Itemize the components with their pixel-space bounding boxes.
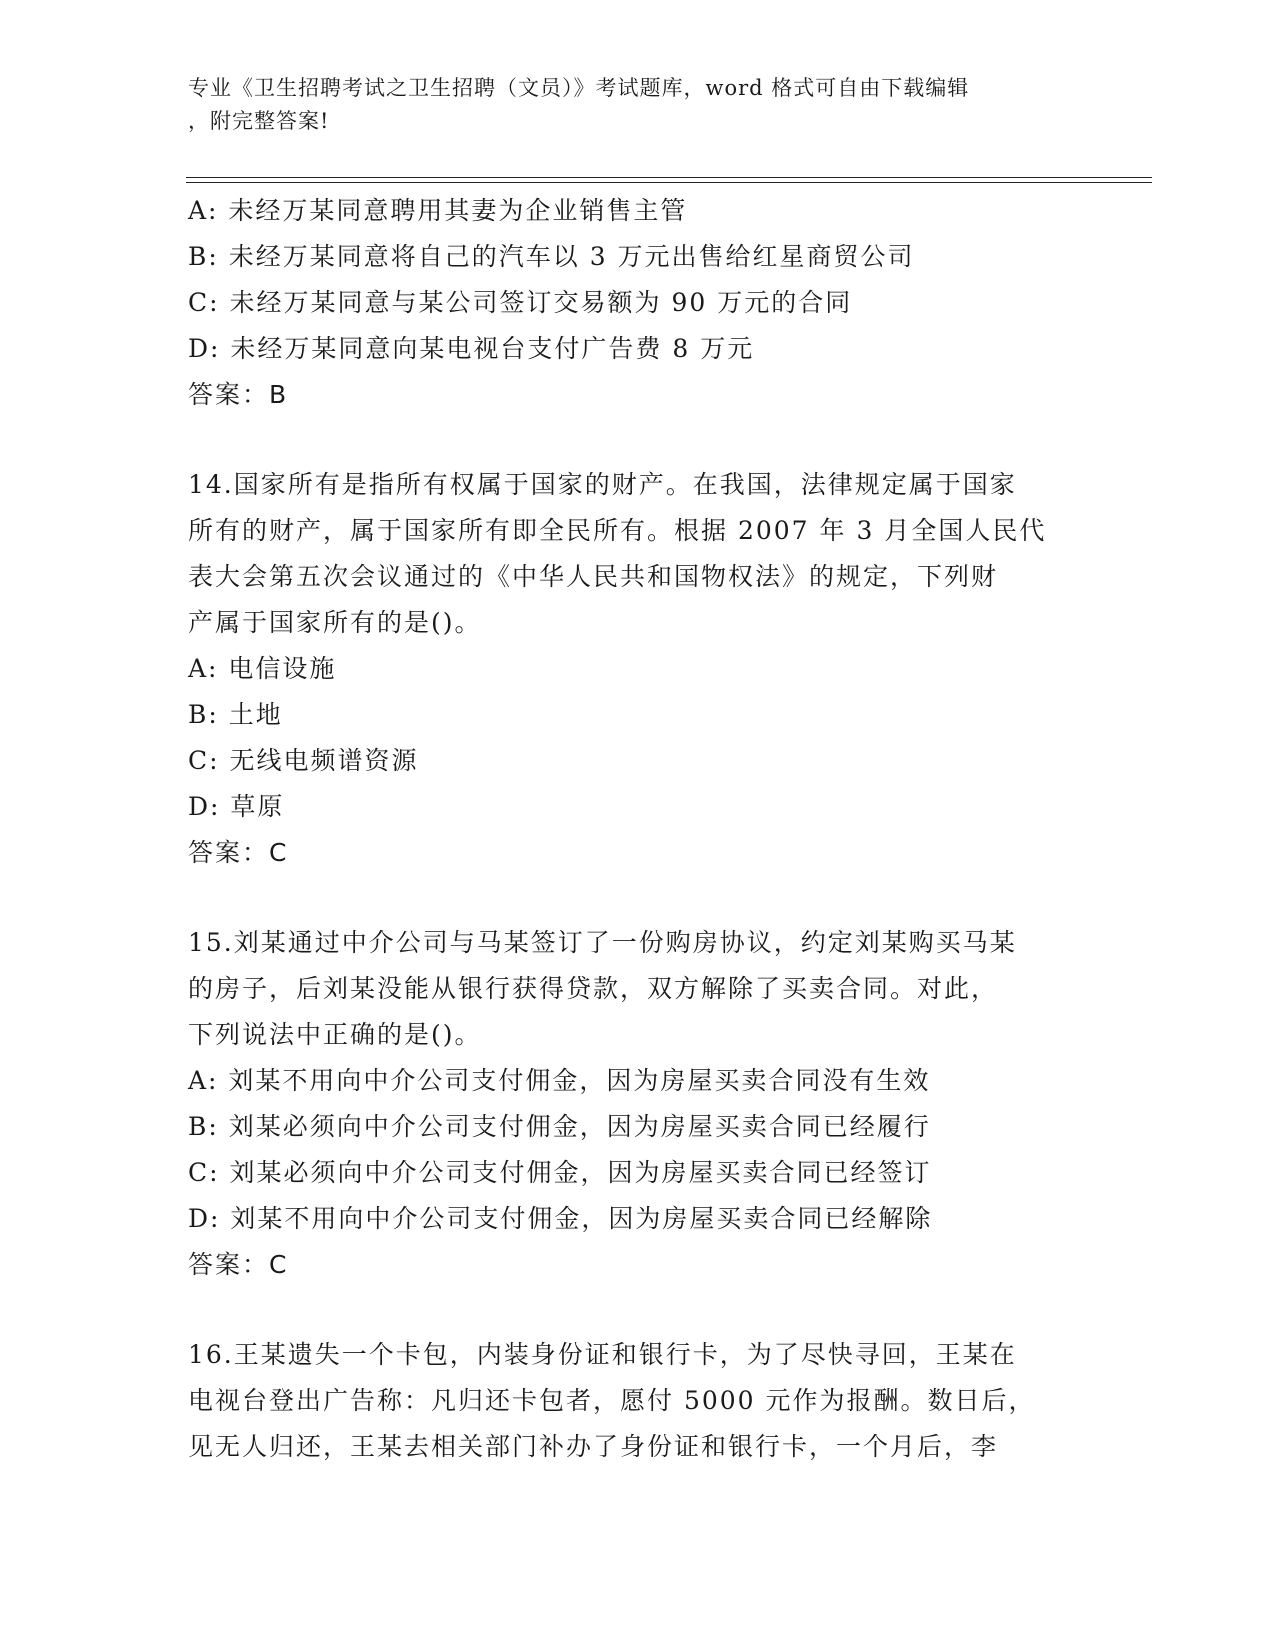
question-text-line: 所有的财产，属于国家所有即全民所有。根据 2007 年 3 月全国人民代 xyxy=(188,516,1047,545)
option-b: B: 未经万某同意将自己的汽车以 3 万元出售给红星商贸公司 xyxy=(188,242,915,271)
question-text-line: 下列说法中正确的是()。 xyxy=(188,1020,482,1049)
spacer xyxy=(188,876,1088,920)
spacer xyxy=(188,1288,1088,1332)
option-c: C: 刘某必须向中介公司支付佣金，因为房屋买卖合同已经签订 xyxy=(188,1158,932,1187)
option-d: D: 未经万某同意向某电视台支付广告费 8 万元 xyxy=(188,334,755,363)
question-text-line: 电视台登出广告称：凡归还卡包者，愿付 5000 元作为报酬。数日后， xyxy=(188,1386,1036,1415)
header-line-2: ，附完整答案! xyxy=(188,109,330,133)
option-d: D: 草原 xyxy=(188,792,285,821)
answer: 答案：C xyxy=(188,838,289,867)
option-b: B: 刘某必须向中介公司支付佣金，因为房屋买卖合同已经履行 xyxy=(188,1112,931,1141)
question-text-line: 产属于国家所有的是()。 xyxy=(188,608,482,637)
question-text-line: 见无人归还，王某去相关部门补办了身份证和银行卡，一个月后，李 xyxy=(188,1432,999,1461)
option-c: C: 无线电频谱资源 xyxy=(188,746,419,775)
document-header xyxy=(188,72,1088,138)
header-divider-top xyxy=(186,177,1152,178)
option-d: D: 刘某不用向中介公司支付佣金，因为房屋买卖合同已经解除 xyxy=(188,1204,933,1233)
answer: 答案：B xyxy=(188,380,289,409)
answer: 答案：C xyxy=(188,1250,289,1279)
question-14 xyxy=(188,462,1088,876)
question-16 xyxy=(188,1332,1088,1470)
question-text-line: 15.刘某通过中介公司与马某签订了一份购房协议，约定刘某购买马某 xyxy=(188,928,1017,957)
option-a: A: 刘某不用向中介公司支付佣金，因为房屋买卖合同没有生效 xyxy=(188,1066,931,1095)
option-b: B: 土地 xyxy=(188,700,283,729)
option-a: A: 未经万某同意聘用其妻为企业销售主管 xyxy=(188,196,688,225)
question-text-line: 16.王某遗失一个卡包，内装身份证和银行卡，为了尽快寻回，王某在 xyxy=(188,1340,1017,1369)
question-text-line: 表大会第五次会议通过的《中华人民共和国物权法》的规定，下列财 xyxy=(188,562,999,591)
spacer xyxy=(188,418,1088,462)
header-line-1: 专业《卫生招聘考试之卫生招聘（文员）》考试题库，word 格式可自由下载编辑 xyxy=(188,76,970,100)
header-divider-bottom xyxy=(186,182,1152,183)
option-a: A: 电信设施 xyxy=(188,654,337,683)
document-body xyxy=(188,188,1088,1470)
question-text-line: 14.国家所有是指所有权属于国家的财产。在我国，法律规定属于国家 xyxy=(188,470,1017,499)
question-13 xyxy=(188,188,1088,418)
question-text-line: 的房子，后刘某没能从银行获得贷款，双方解除了买卖合同。对此， xyxy=(188,974,999,1003)
question-15 xyxy=(188,920,1088,1288)
option-c: C: 未经万某同意与某公司签订交易额为 90 万元的合同 xyxy=(188,288,853,317)
